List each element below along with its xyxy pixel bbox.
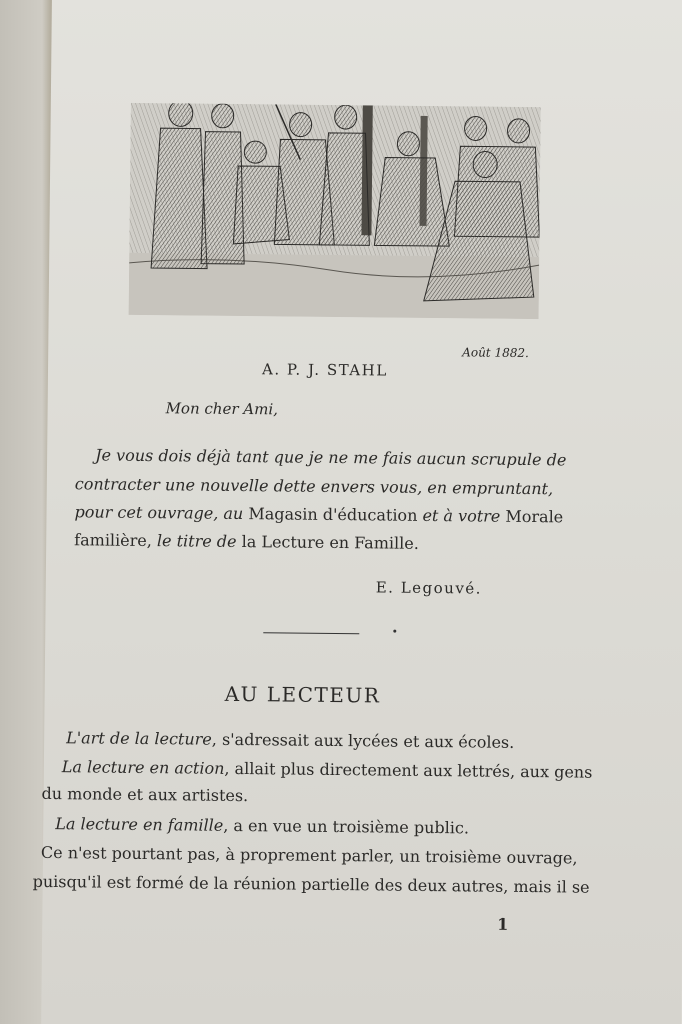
dedication-line-2-text: contracter une nouvelle dette envers vous, en empruntant, [74, 474, 554, 499]
dedication-line-4-italic: le titre de [156, 531, 242, 552]
paragraph-3-italic: La lecture en famille [55, 814, 224, 835]
paragraph-1-rest: , s'adressait aux lycées et aux écoles. [211, 729, 515, 752]
paragraph-2 [62, 757, 593, 782]
dedication-line-3-roman-a: Magasin d'éducation [248, 504, 418, 525]
book-page [32, 0, 682, 1024]
dedication-line-4 [74, 530, 419, 553]
dedication-line-3-roman-b: Morale [505, 506, 564, 527]
paragraph-3 [55, 814, 469, 837]
dedication-line-1-text: Je vous dois déjà tant que je ne me fais aucun scrupule de [95, 445, 567, 470]
dedication-recipient: A. P. J. STAHL [261, 360, 388, 380]
dedication-line-4-roman-b: la Lecture en Famille. [241, 532, 419, 553]
dedication-line-3 [74, 502, 563, 526]
dedication-line-2 [75, 474, 553, 498]
paragraph-4-continued: puisqu'il est formé de la réunion partielle des deux autres, mais il se [32, 871, 590, 897]
paragraph-2-continued: du monde et aux artistes. [41, 783, 249, 806]
signature: E. Legouvé. [375, 578, 483, 598]
paragraph-2-italic: La lecture en action [61, 757, 225, 778]
paragraph-2-rest: , allait plus directement aux lettrés, aux gens [224, 758, 593, 782]
dedication-line-4-roman-a: familière, [74, 530, 158, 551]
salutation: Mon cher Ami, [165, 399, 279, 419]
engraving-illustration [129, 103, 541, 319]
paragraph-1 [66, 728, 514, 752]
paragraph-4: Ce n'est pourtant pas, à proprement parler, un troisième ouvrage, [40, 842, 578, 868]
paragraph-3-rest: , a en vue un troisième public. [223, 815, 470, 838]
dedication-line-3-italic-a: pour cet ouvrage, au [74, 502, 249, 524]
section-divider [263, 632, 359, 634]
section-title: AU LECTEUR [224, 681, 381, 708]
date-line: Août 1882. [462, 345, 529, 361]
dedication-line-1 [95, 445, 566, 469]
page-number: 1 [497, 914, 509, 934]
dedication-line-3-italic-b: et à votre [417, 505, 506, 526]
paragraph-1-italic: L'art de la lecture [66, 728, 212, 749]
divider-dot [393, 630, 396, 633]
